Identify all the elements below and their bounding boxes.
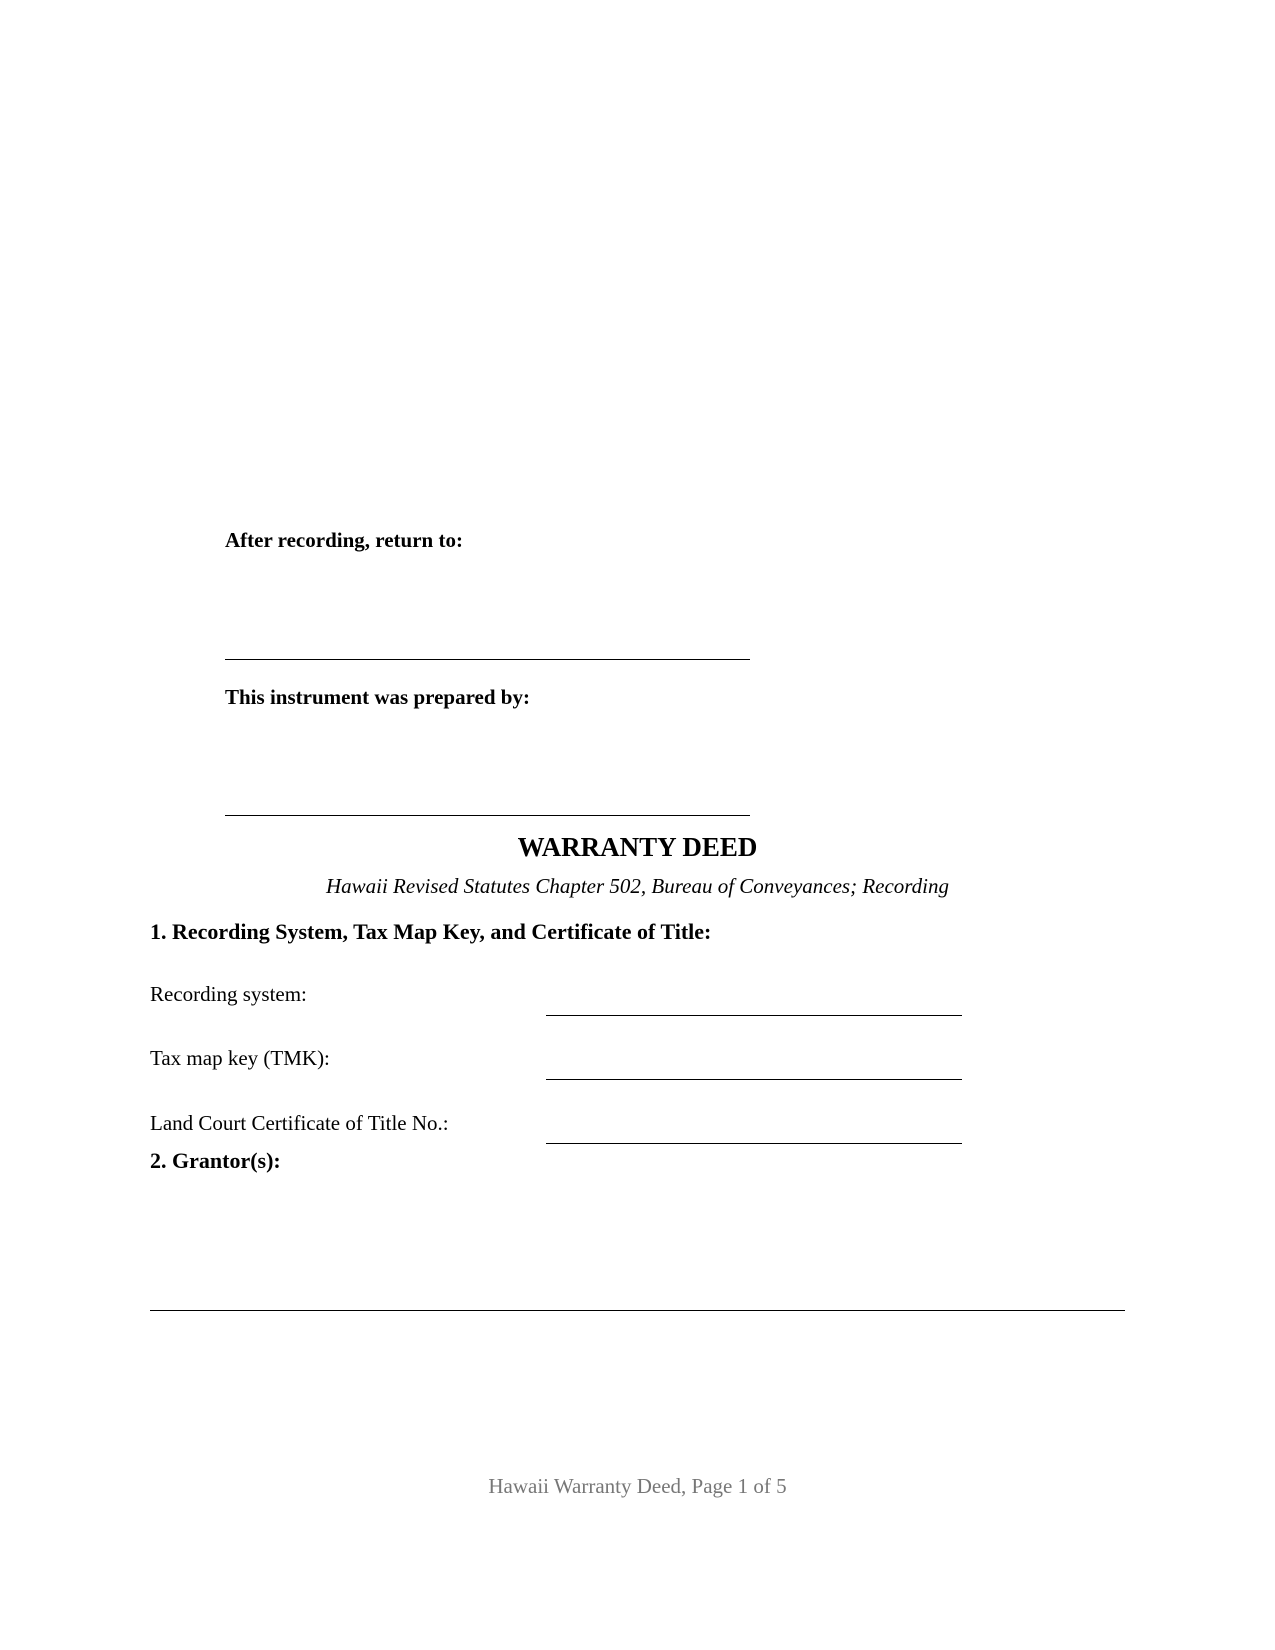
grantor-field[interactable] <box>150 1310 1125 1311</box>
certificate-of-title-field[interactable] <box>546 1143 962 1144</box>
tax-map-key-label: Tax map key (TMK): <box>150 1046 330 1070</box>
return-to-label: After recording, return to: <box>225 528 463 552</box>
prepared-by-field[interactable] <box>225 815 750 816</box>
recording-system-field[interactable] <box>546 1015 962 1016</box>
section-1-heading: 1. Recording System, Tax Map Key, and Certificate of Title: <box>150 919 712 944</box>
certificate-of-title-label: Land Court Certificate of Title No.: <box>150 1111 449 1135</box>
page-footer: Hawaii Warranty Deed, Page 1 of 5 <box>488 1474 787 1498</box>
document-subtitle: Hawaii Revised Statutes Chapter 502, Bureau of Conveyances; Recording <box>325 874 950 898</box>
tax-map-key-field[interactable] <box>546 1079 962 1080</box>
section-2-heading: 2. Grantor(s): <box>150 1148 281 1173</box>
recording-system-label: Recording system: <box>150 982 307 1006</box>
document-title: WARRANTY DEED <box>517 832 758 862</box>
return-to-field[interactable] <box>225 659 750 660</box>
prepared-by-label: This instrument was prepared by: <box>225 685 530 709</box>
